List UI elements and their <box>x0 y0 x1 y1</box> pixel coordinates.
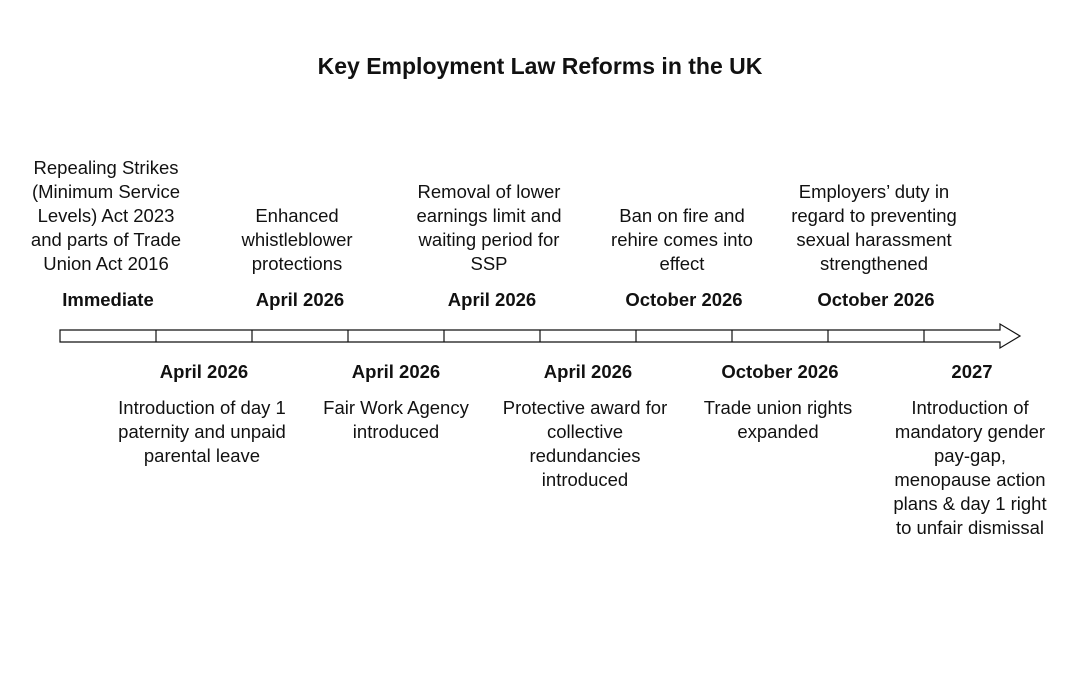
event-description: Ban on fire and rehire comes into effect <box>611 205 753 274</box>
event-description: Trade union rights expanded <box>703 397 853 442</box>
event-description: Employers’ duty in regard to preventing sexual harassment strengthened <box>791 181 957 274</box>
event-date: April 2026 <box>447 289 537 310</box>
event-date: April 2026 <box>255 289 345 310</box>
event-description: Repealing Strikes (Minimum Service Levels) Act 2023 and parts of Trade Union Act 2016 <box>30 157 182 274</box>
event-date: October 2026 <box>817 289 935 310</box>
event-date: Immediate <box>62 289 154 310</box>
event-description: Protective award for collective redundancies introduced <box>502 397 668 490</box>
event-description: Enhanced whistleblower protections <box>241 205 353 274</box>
event-description: Removal of lower earnings limit and waiting period for SSP <box>416 181 562 274</box>
event-date: April 2026 <box>351 361 441 382</box>
diagram-title: Key Employment Law Reforms in the UK <box>317 53 763 79</box>
event-date: October 2026 <box>721 361 839 382</box>
event-date: April 2026 <box>543 361 633 382</box>
event-description: Introduction of mandatory gender pay-gap, menopause action plans & day 1 right to unfair dismissal <box>893 397 1047 538</box>
event-description: Fair Work Agency introduced <box>323 397 469 442</box>
event-description: Introduction of day 1 paternity and unpaid parental leave <box>118 397 286 466</box>
event-date: April 2026 <box>159 361 249 382</box>
event-date: 2027 <box>951 361 993 382</box>
event-date: October 2026 <box>625 289 743 310</box>
